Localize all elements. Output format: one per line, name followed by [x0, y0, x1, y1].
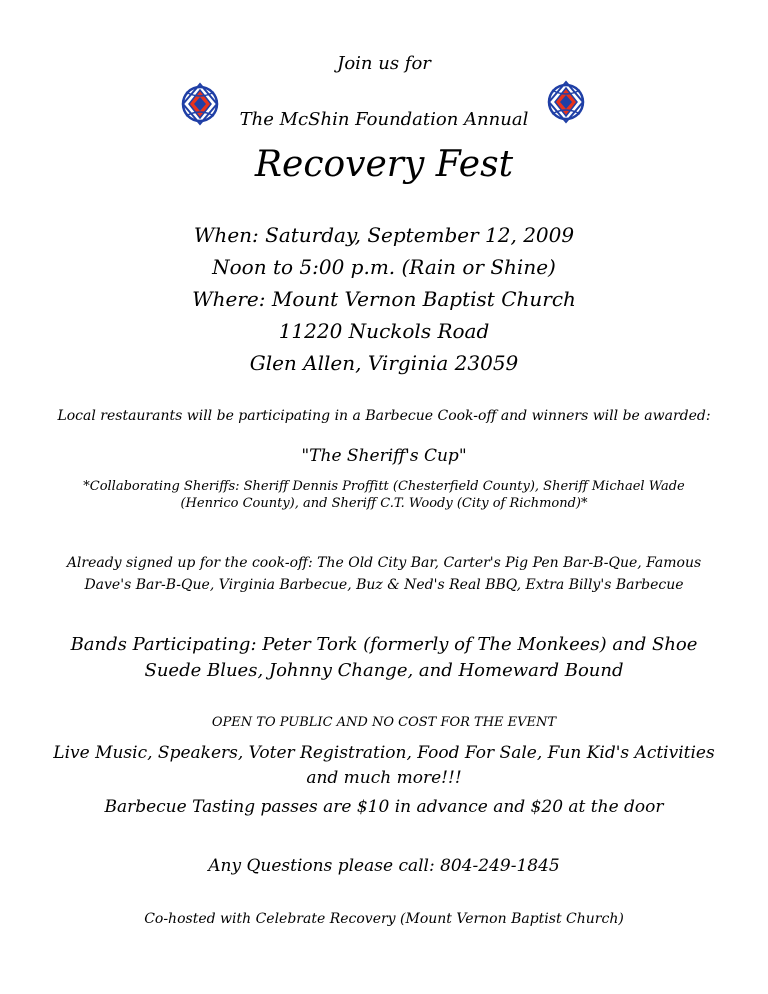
signed-up-restaurants: Already signed up for the cook-off: The Old City Bar, Carter's Pig Pen Bar-B-Que, Famous Dave's Bar-B-Que, Virginia Barbecue, Buz & Ned's Real BBQ, Extra Billy's Barbecue — [66, 555, 702, 594]
award-name: "The Sheriff's Cup" — [301, 446, 467, 466]
celtic-knot-diamond-icon — [546, 80, 586, 124]
contact-phone: Any Questions please call: 804-249-1845 — [208, 856, 560, 876]
tasting-passes: Barbecue Tasting passes are $10 in advance and $20 at the door — [104, 797, 664, 817]
event-street: 11220 Nuckols Road — [278, 319, 490, 343]
event-activities: Live Music, Speakers, Voter Registration, Food For Sale, Fun Kid's Activities and much more!!! — [53, 743, 715, 788]
bands-participating: Bands Participating: Peter Tork (formerly of The Monkees) and Shoe Suede Blues, Johnny Change, and Homeward Bound — [70, 634, 698, 682]
event-title: Recovery Fest — [254, 144, 514, 185]
event-time: Noon to 5:00 p.m. (Rain or Shine) — [212, 255, 556, 279]
open-to-public: OPEN TO PUBLIC AND NO COST FOR THE EVENT — [211, 715, 557, 730]
event-date: When: Saturday, September 12, 2009 — [193, 223, 575, 247]
co-hosted: Co-hosted with Celebrate Recovery (Mount Vernon Baptist Church) — [144, 911, 624, 927]
foundation-text: The McShin Foundation Annual — [239, 109, 529, 130]
event-location: Where: Mount Vernon Baptist Church — [192, 287, 576, 311]
intro-text: Join us for — [337, 53, 431, 74]
cookoff-intro: Local restaurants will be participating in a Barbecue Cook-off and winners will be awarded: — [57, 408, 711, 424]
event-city: Glen Allen, Virginia 23059 — [249, 351, 519, 375]
collaborating-sheriffs: *Collaborating Sheriffs: Sheriff Dennis Proffitt (Chesterfield County), Sheriff Michael Wade (Henrico County), and Sheriff C.T. Woody (City of Richmond)* — [83, 479, 685, 511]
